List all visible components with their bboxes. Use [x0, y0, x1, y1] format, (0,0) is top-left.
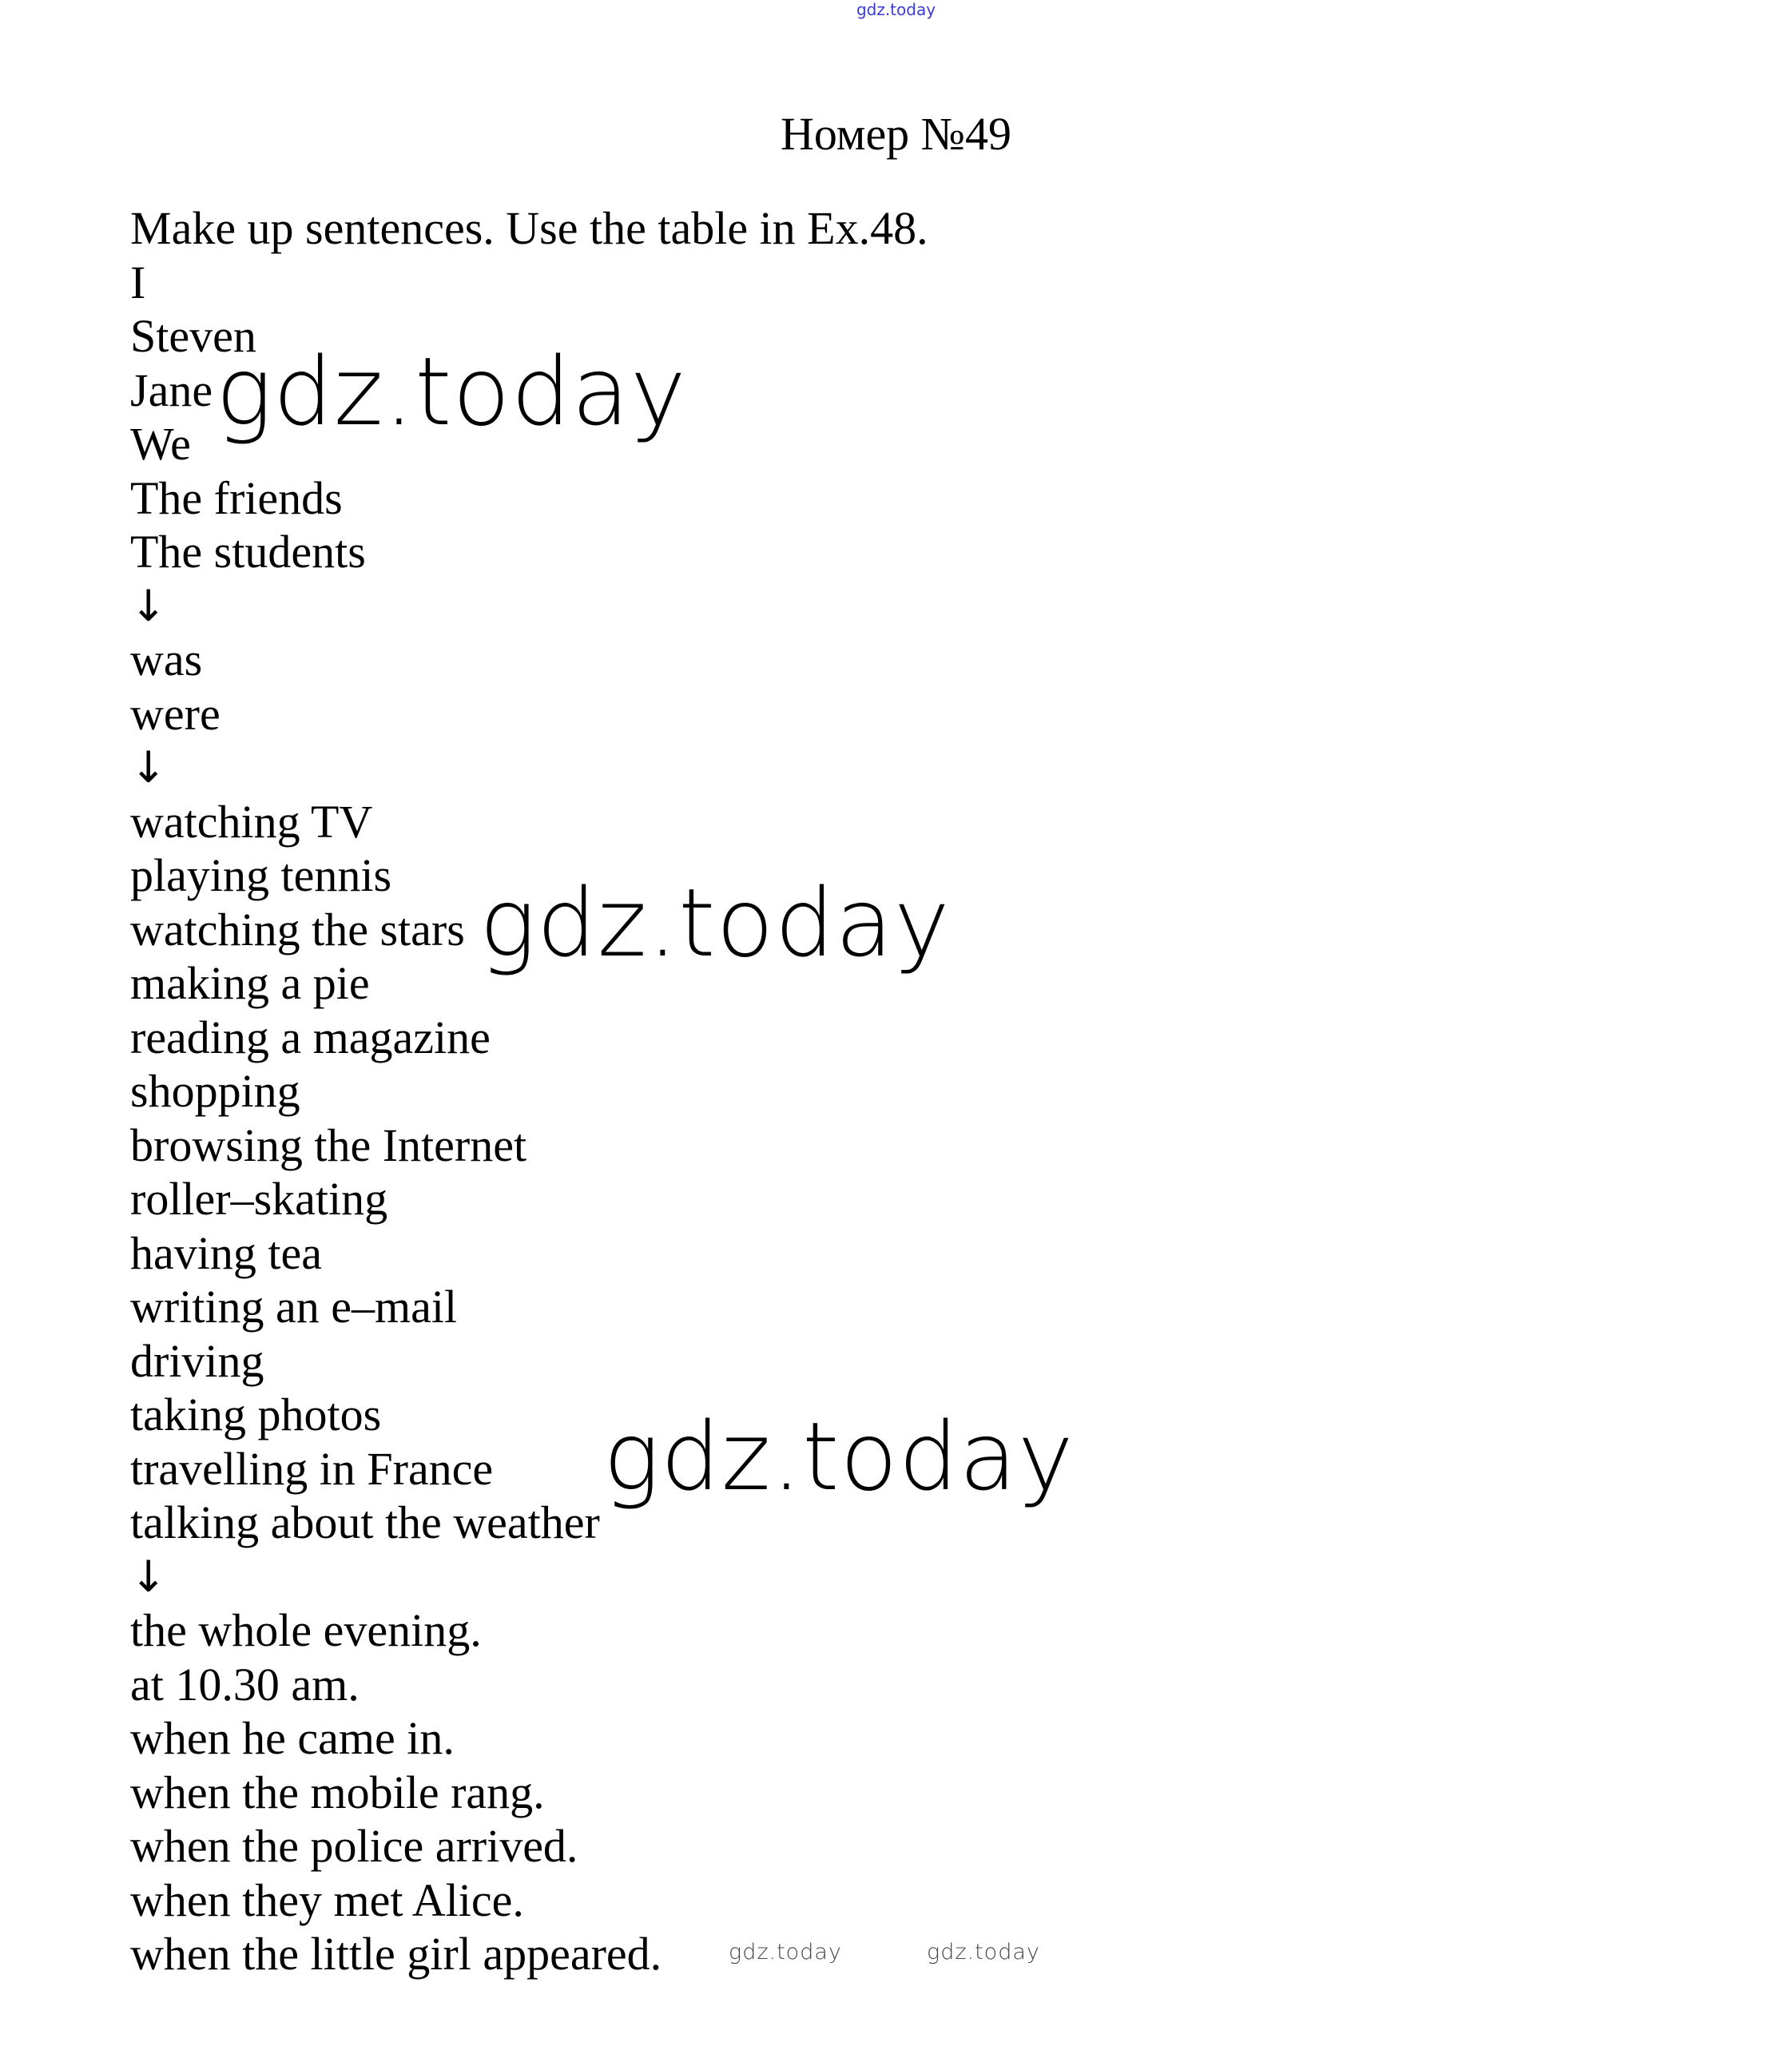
- action-item: talking about the weather: [130, 1496, 600, 1548]
- watermark-logo: gdz.today: [479, 868, 951, 978]
- exercise-content: [130, 201, 1648, 1981]
- action-item: browsing the Internet: [130, 1118, 527, 1171]
- time-item: when they met Alice.: [130, 1873, 524, 1926]
- subject-item: We: [130, 418, 191, 470]
- watermark-logo: gdz.today: [927, 1940, 1040, 1965]
- action-item: watching TV: [130, 795, 373, 848]
- action-item: making a pie: [130, 957, 370, 1009]
- down-arrow-icon: ↓: [130, 580, 167, 631]
- time-item: when the mobile rang.: [130, 1766, 545, 1818]
- action-item: having tea: [130, 1226, 322, 1279]
- instruction-text: Make up sentences. Use the table in Ex.48.: [130, 202, 928, 254]
- time-item: the whole evening.: [130, 1604, 482, 1656]
- action-item: roller–skating: [130, 1173, 388, 1225]
- watermark-logo: gdz.today: [729, 1940, 842, 1965]
- page-title: Номер №49: [780, 108, 1012, 160]
- action-item: travelling in France: [130, 1442, 494, 1495]
- watermark-logo: gdz.today: [603, 1401, 1075, 1512]
- subject-item: Steven: [130, 310, 256, 362]
- down-arrow-icon: ↓: [130, 1551, 167, 1602]
- subject-item: The students: [130, 526, 366, 578]
- action-item: reading a magazine: [130, 1011, 491, 1063]
- action-item: watching the stars: [130, 903, 465, 956]
- subject-item: I: [130, 256, 146, 308]
- subject-item: Jane: [130, 364, 213, 416]
- action-item: shopping: [130, 1065, 300, 1117]
- action-item: writing an e–mail: [130, 1281, 458, 1333]
- watermark-logo: gdz.today: [216, 336, 687, 447]
- verb-item: was: [130, 634, 203, 685]
- action-item: driving: [130, 1334, 264, 1387]
- down-arrow-icon: ↓: [130, 742, 167, 793]
- site-mark-header: gdz.today: [856, 0, 936, 19]
- time-item: when the police arrived.: [130, 1820, 578, 1872]
- subject-item: The friends: [130, 471, 343, 524]
- time-item: at 10.30 am.: [130, 1658, 360, 1710]
- action-item: taking photos: [130, 1389, 382, 1440]
- time-item: when he came in.: [130, 1712, 455, 1764]
- action-item: playing tennis: [130, 849, 392, 901]
- time-item: when the little girl appeared.: [130, 1928, 662, 1980]
- verb-item: were: [130, 687, 221, 740]
